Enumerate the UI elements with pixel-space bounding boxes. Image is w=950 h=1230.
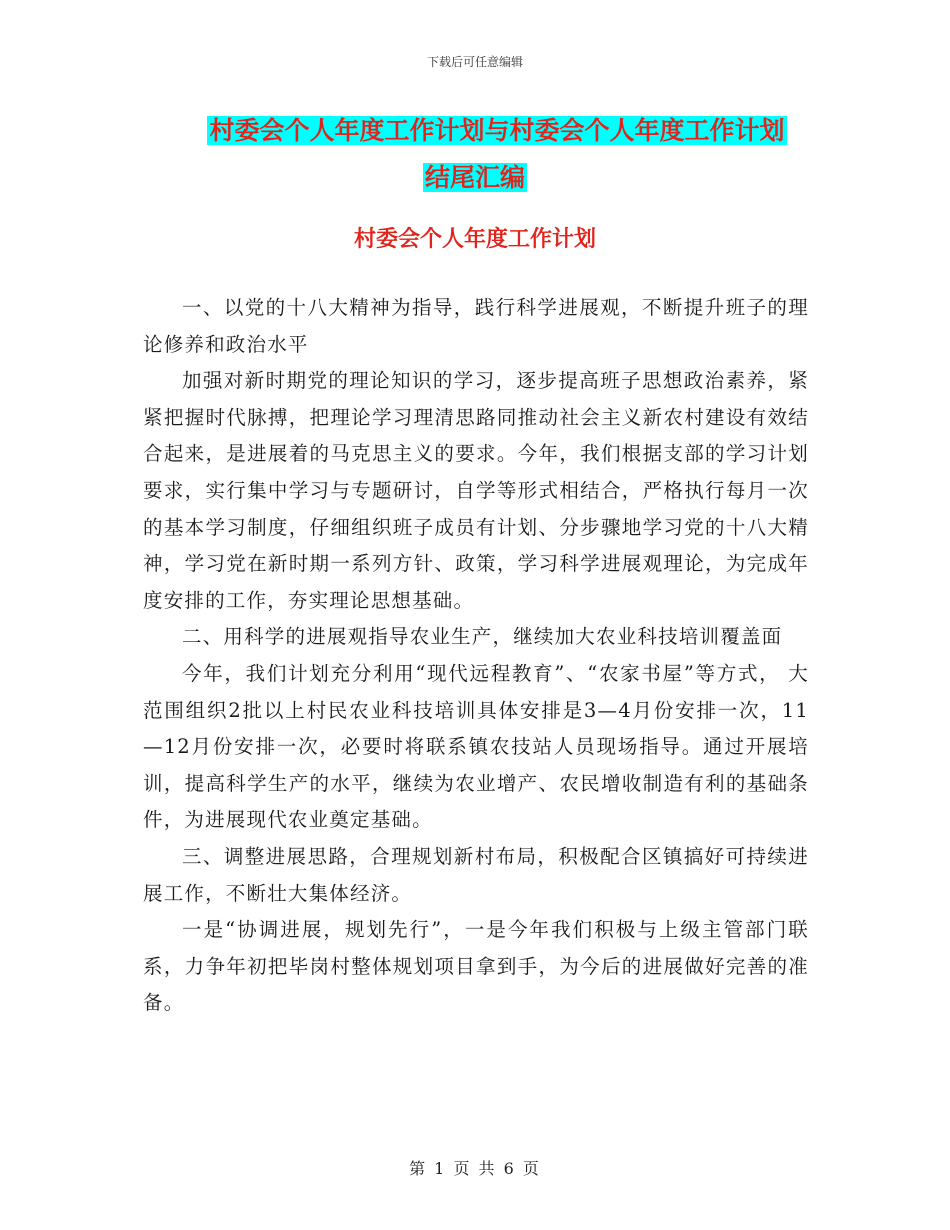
paragraph: 一、以党的十八大精神为指导，践行科学进展观，不断提升班子的理论修养和政治水平 xyxy=(143,296,809,356)
paragraph: 加强对新时期党的理论知识的学习，逐步提高班子思想政治素养，紧紧把握时代脉搏，把理论学习理清思路同推动社会主义新农村建设有效结合起来，是进展着的马克思主义的要求。今年，我们根据支部的学习计划要求，实行集中学习与专题研讨，自学等形式相结合，严格执行每月一次的基本学习制度，仔细组织班子成员有计划、分步骤地学习党的十八大精神，学习党在新时期一系列方针、政策，学习科学进展观理论，为完成年度安排的工作，夯实理论思想基础。 xyxy=(143,369,809,612)
paragraph: 三、调整进展思路，合理规划新村布局，积极配合区镇搞好可持续进展工作，不断壮大集体经济。 xyxy=(143,844,809,905)
title-text-1: 村委会个人年度工作计划与村委会个人年度工作计划 xyxy=(209,116,785,145)
paragraph: 今年，我们计划充分利用“现代远程教育”、“农家书屋”等方式， 大范围组织2批以上村民农业科技培训具体安排是3—4月份安排一次，11—12月份安排一次，必要时将联系镇农技站人员现场指导。通过开展培训，提高科学生产的水平，继续为农业增产、农民增收制造有利的基础条件，为进展现代农业奠定基础。 xyxy=(143,661,809,832)
body-text xyxy=(143,290,809,1022)
paragraph: 一是“协调进展，规划先行”，一是今年我们积极与上级主管部门联系，力争年初把毕岗村整体规划项目拿到手，为今后的进展做好完善的准备。 xyxy=(143,918,809,1015)
document-title-line-1 xyxy=(22,111,950,147)
section-heading: 村委会个人年度工作计划 xyxy=(353,227,596,252)
title-text-2: 结尾汇编 xyxy=(424,163,525,192)
paragraph: 二、用科学的进展观指导农业生产，继续加大农业科技培训覆盖面 xyxy=(182,625,783,649)
document-title-line-2 xyxy=(0,158,950,194)
header-note: 下载后可任意编辑 xyxy=(426,55,523,69)
page-footer: 第 1 页 共 6 页 xyxy=(409,1159,541,1178)
